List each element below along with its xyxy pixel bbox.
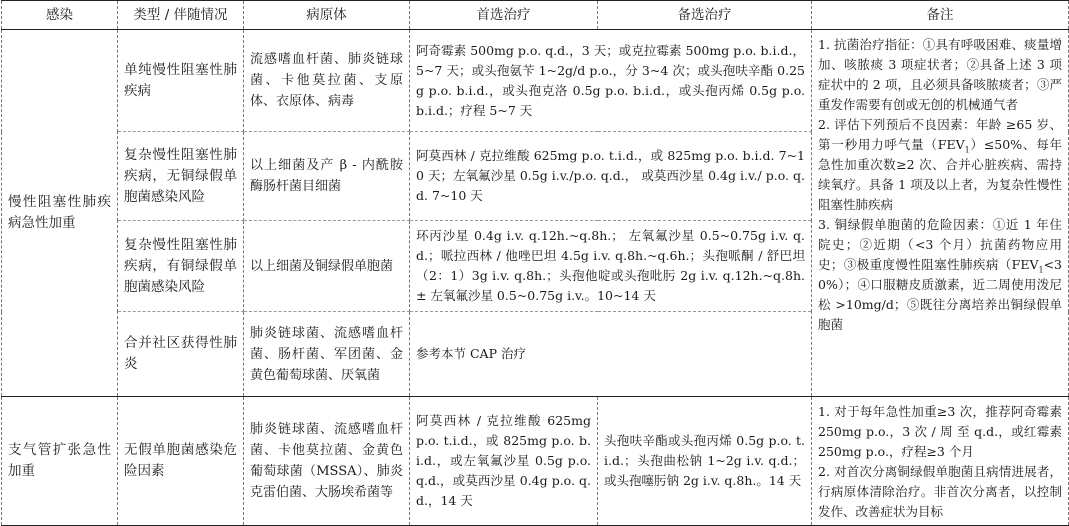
- notes-cell: [812, 30, 1069, 397]
- first-choice-cell: 阿莫西林 / 克拉维酸 625mg p.o. t.i.d.，或 825mg p.o. b.i.d.，或左氧氟沙星 0.5g p.o. q.d.，或莫西沙星 0.4g p.o. q.d.，14 天: [410, 397, 598, 526]
- treatment-cell: 阿莫西林 / 克拉维酸 625mg p.o. t.i.d.，或 825mg p.o. b.i.d. 7~10 天；左氧氟沙星 0.5g i.v./p.o. q.d.， 或莫西沙星 0.4g i.v./ p.o. q.d. 7~10 天: [410, 132, 812, 221]
- antibiotic-guideline-table: [1, 0, 1069, 526]
- table-row: [2, 397, 1069, 526]
- note-paragraph: 3. 铜绿假单胞菌的危险因素：①近 1 年住院史；②近期（<3 个月）抗菌药物应用史；③极重度慢性阻塞性肺疾病$(FEV_1<30\%)$；④口服糖皮质激素，近二周使用泼尼松 >10mg/d；⑤既往分离培养出铜绿假单胞菌: [818, 217, 1062, 332]
- table-row: [2, 30, 1069, 132]
- pathogen-cell: 以上细菌及铜绿假单胞菌: [244, 221, 410, 312]
- treatment-cell: 参考本节 CAP 治疗: [410, 312, 812, 397]
- header-type: 类型 / 伴随情况: [118, 1, 244, 30]
- type-cell: 复杂慢性阻塞性肺疾病，有铜绿假单胞菌感染风险: [118, 221, 244, 312]
- header-infection: 感染: [2, 1, 118, 30]
- header-alternative: 备选治疗: [598, 1, 812, 30]
- note-paragraph: 2. 对首次分离铜绿假单胞菌且病情进展者，行病原体清除治疗。非首次分离者，以控制发作、改善症状为目标: [818, 464, 1062, 519]
- note-paragraph: 1. 对于每年急性加重≥3 次，推荐阿奇霉素 250mg p.o.，3 次 / 周 至 q.d.，或红霉素 250mg p.o.，疗程≥3 个月: [818, 404, 1062, 459]
- treatment-cell: 阿奇霉素 500mg p.o. q.d.，3 天；或克拉霉素 500mg p.o. b.i.d.，5~7 天；或头孢氨苄 1~2g/d p.o.，分 3~4 次；或头孢呋辛酯 0.25 g p.o. b.i.d.，或头孢克洛 0.5g p.o. b.i.d.，或头孢丙烯 0.5g p.o. b.i.d.；疗程 5~7 天: [410, 30, 812, 132]
- pathogen-cell: 以上细菌及产 β - 内酰胺酶肠杆菌目细菌: [244, 132, 410, 221]
- header-first-choice: 首选治疗: [410, 1, 598, 30]
- note-paragraph: 1. 抗菌治疗指征：①具有呼吸困难、痰量增加、咳脓痰 3 项症状者；②具备上述 3 项症状中的 2 项，且必须具备咳脓痰者；③严重发作需要有创或无创的机械通气者: [818, 37, 1062, 112]
- note-paragraph: 2. 评估下列预后不良因素：年龄 ≥65 岁、第一秒用力呼气量$(FEV_1)\le 50\%$、每年急性加重次数≥2 次、合并心脏疾病、需持续氧疗。具备 1 项及以上者，为复杂性慢性阻塞性肺疾病: [818, 117, 1063, 212]
- type-cell: 单纯慢性阻塞性肺疾病: [118, 30, 244, 132]
- header-pathogen: 病原体: [244, 1, 410, 30]
- treatment-cell: 环丙沙星 0.4g i.v. q.12h.~q.8h.； 左氧氟沙星 0.5~0.75g i.v. q.d.；哌拉西林 / 他唑巴坦 4.5g i.v. q.8h.~q.6h.；头孢哌酮 / 舒巴坦（2：1）3g i.v. q.8h.；头孢他啶或头孢吡肟 2g i.v. q.12h.~q.8h. ± 左氧氟沙星 0.5~0.75g i.v.。10~14 天: [410, 221, 812, 312]
- pathogen-cell: 肺炎链球菌、流感嗜血杆菌、肠杆菌、军团菌、金黄色葡萄球菌、厌氧菌: [244, 312, 410, 397]
- infection-cell: 支气管扩张急性加重: [2, 397, 118, 526]
- header-notes: 备注: [812, 1, 1069, 30]
- notes-cell: [812, 397, 1069, 526]
- pathogen-cell: 肺炎链球菌、流感嗜血杆菌、卡他莫拉菌、金黄色葡萄球菌（MSSA）、肺炎克雷伯菌、大肠埃希菌等: [244, 397, 410, 526]
- alternative-cell: 头孢呋辛酯或头孢丙烯 0.5g p.o. t.i.d.；头孢曲松钠 1~2g i.v. q.d.；或头孢噻肟钠 2g i.v. q.8h.。14 天: [598, 397, 812, 526]
- infection-cell: 慢性阻塞性肺疾病急性加重: [2, 30, 118, 397]
- header-row: [2, 1, 1069, 30]
- type-cell: 复杂慢性阻塞性肺疾病，无铜绿假单胞菌感染风险: [118, 132, 244, 221]
- pathogen-cell: 流感嗜血杆菌、肺炎链球菌、卡他莫拉菌、支原体、衣原体、病毒: [244, 30, 410, 132]
- type-cell: 合并社区获得性肺炎: [118, 312, 244, 397]
- type-cell: 无假单胞菌感染危险因素: [118, 397, 244, 526]
